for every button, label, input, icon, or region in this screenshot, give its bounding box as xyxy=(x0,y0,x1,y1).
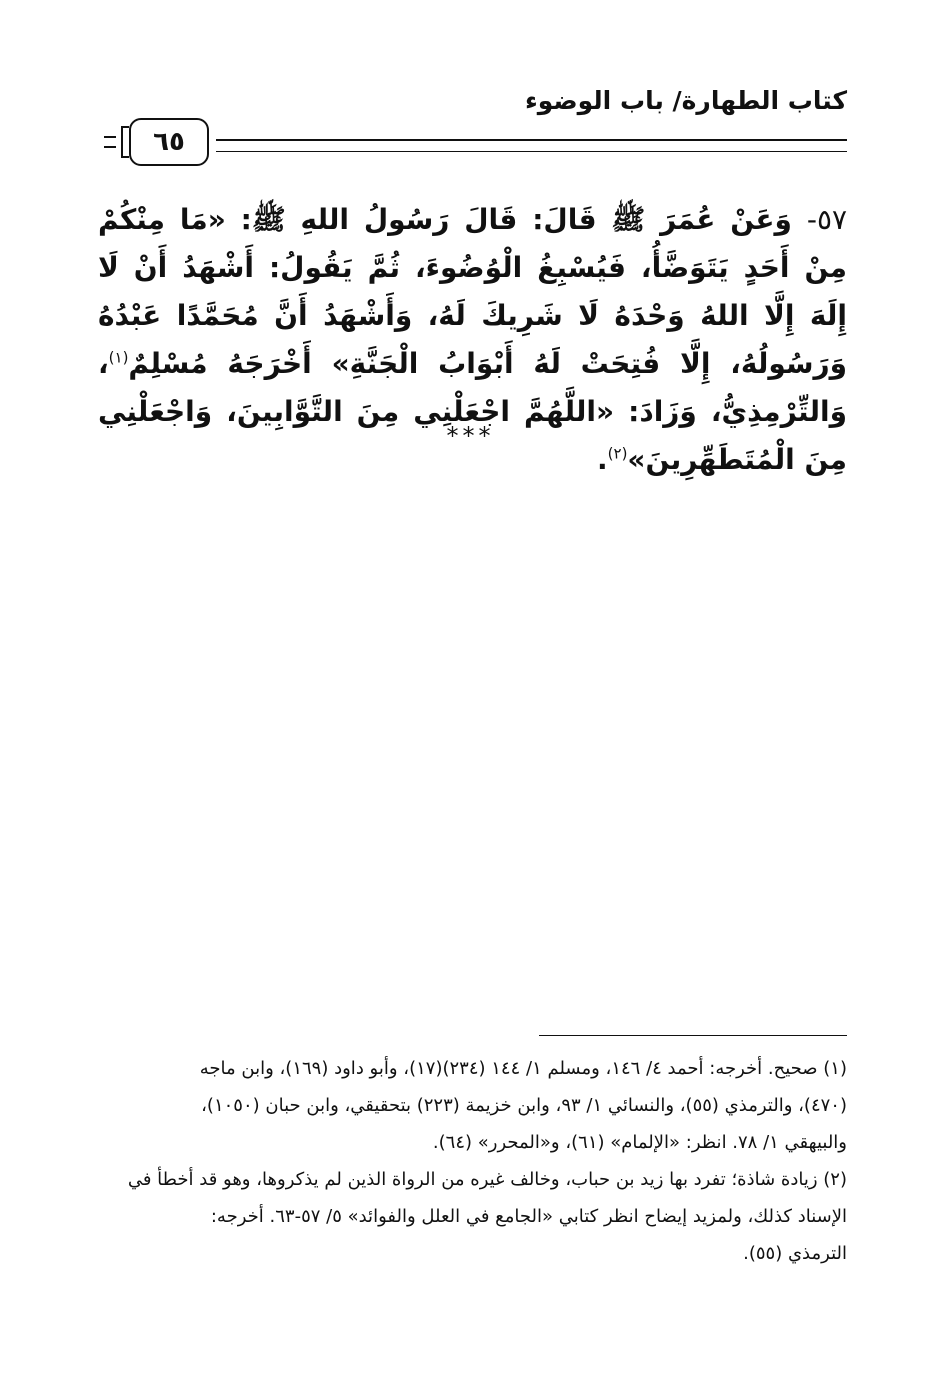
hadith-line-3: عَبْدُهُ وَرَسُولُهُ، إِلَّا فُتِحَتْ لَهُ أَبْوَابُ الْجَنَّةِ» أَخْرَجَهُ مُسْلِمٌ xyxy=(98,299,847,380)
footnote-2 xyxy=(98,1161,847,1272)
footnotes xyxy=(98,1050,847,1272)
footnote-1 xyxy=(98,1050,847,1161)
hadith-line-1: وَعَنْ عُمَرَ ﷺ قَالَ: قَالَ رَسُولُ اللهِ ﷺ: «مَا مِنْكُمْ مِنْ أَحَدٍ يَتَوَضَّأُ، فَيُسْبِغُ xyxy=(98,203,848,284)
header-rule xyxy=(216,139,847,152)
footnote-2-line-1: (٢) زيادة شاذة؛ تفرد بها زيد بن حباب، وخالف غيره من الرواة الذين لم يذكروها، وهو قد أخطأ في xyxy=(127,1169,847,1190)
footnote-1-line-2: (٤٧٠)، والترمذي (٥٥)، والنسائي ١/ ٩٣، وابن خزيمة (٢٢٣) بتحقيقي، وابن حبان (١٠٥٠)، xyxy=(201,1095,847,1116)
footnote-1-line-3: والبيهقي ١/ ٧٨. انظر: «الإلمام» (٦١)، و«المحرر» (٦٤). xyxy=(432,1132,847,1153)
hadith-line-3-end: ، وَالتِّرْمِذِيُّ، وَزَادَ: xyxy=(98,347,848,428)
footnote-ref-2[interactable]: (٢) xyxy=(607,444,628,463)
footnote-2-line-2: الإسناد كذلك، ولمزيد إيضاح انظر كتابي «الجامع في العلل والفوائد» ٥/ ٥٧-٦٣. أخرجه: xyxy=(210,1206,847,1227)
hadith-number: ٥٧- xyxy=(806,203,848,236)
hadith-line-2: الْوُضُوءَ، ثُمَّ يَقُولُ: أَشْهَدُ أَنْ لَا إِلَهَ إِلَّا اللهُ وَحْدَهُ لَا شَرِيكَ لَهُ، وَأَشْهَدُ أَنَّ مُحَمَّدًا xyxy=(98,251,847,332)
footnote-1-line-1: (١) صحيح. أخرجه: أحمد ٤/ ١٤٦، ومسلم ١/ ١٤٤ (٢٣٤)(١٧)، وأبو داود (١٦٩)، وابن ماجه xyxy=(199,1058,847,1079)
footnote-2-line-3: الترمذي (٥٥). xyxy=(743,1243,847,1264)
section-separator: *** xyxy=(446,422,495,450)
hadith-line-4-end: . xyxy=(597,443,608,476)
footnote-rule xyxy=(539,1035,847,1036)
footnote-ref-1[interactable]: (١) xyxy=(108,348,129,367)
page-number: ٦٥ xyxy=(129,118,209,166)
running-header-title: كتاب الطهارة/ باب الوضوء xyxy=(525,86,847,115)
page-number-frame xyxy=(121,126,129,158)
hadith-line-4: «اللَّهُمَّ اجْعَلْنِي مِنَ التَّوَّابِينَ، وَاجْعَلْنِي مِنَ الْمُتَطَهِّرِينَ» xyxy=(98,395,847,476)
header-rule-end-ticks xyxy=(104,136,116,148)
